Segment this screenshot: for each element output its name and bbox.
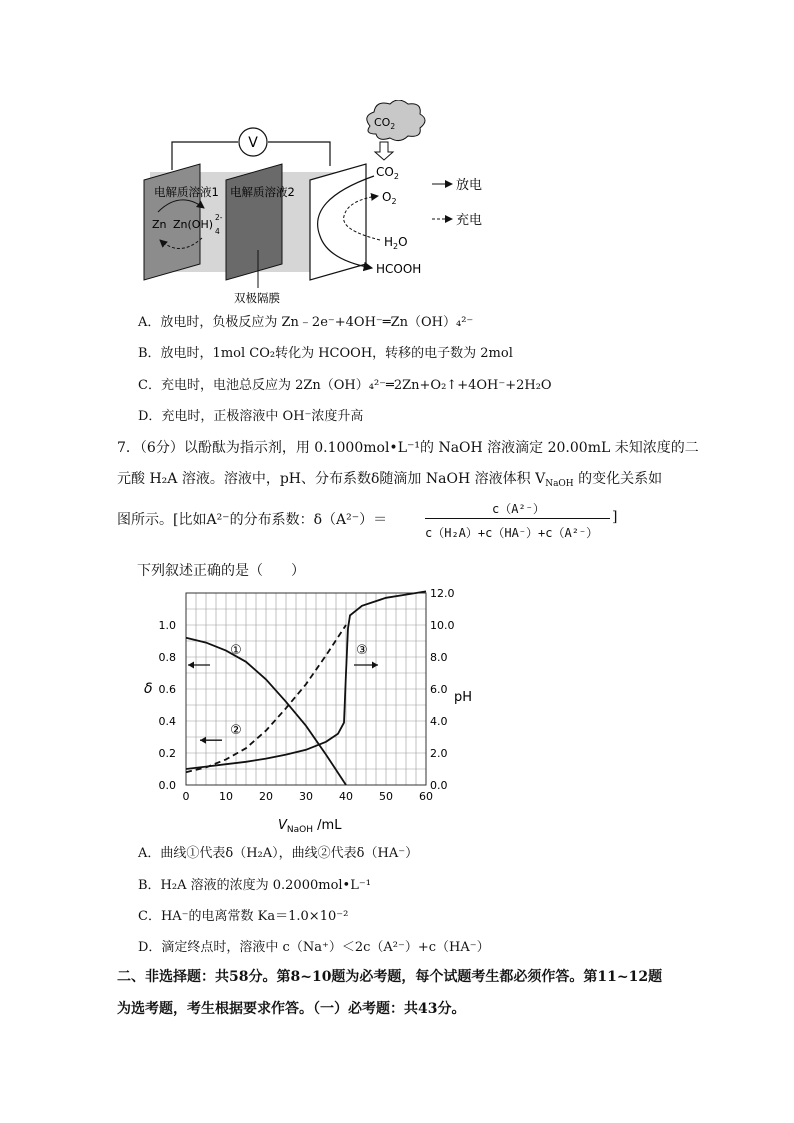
external-wire — [172, 142, 238, 170]
y-axis-label: δ — [144, 681, 153, 697]
annotation-arrow-head — [372, 662, 378, 669]
q7-option-d: D．滴定终点时，溶液中 c（Na⁺）＜2c（A²⁻）+c（HA⁻） — [138, 940, 490, 955]
y-tick-label: 0.8 — [158, 651, 176, 664]
battery-diagram — [130, 100, 520, 310]
y-tick-label: 0.4 — [158, 715, 176, 728]
y-tick-label: 0.0 — [158, 779, 176, 792]
series-annotation-3: ③ — [356, 643, 368, 658]
q6-option-c: C．充电时，电池总反应为 2Zn（OH）₄²⁻═2Zn+O₂↑+4OH⁻+2H₂O — [138, 378, 552, 393]
zn-complex-sub: 4 — [215, 227, 220, 236]
q6-option-a: A．放电时，负极反应为 Zn﹣2e⁻+4OH⁻═Zn（OH）₄²⁻ — [138, 315, 474, 330]
q7-option-b: B．H₂A 溶液的浓度为 0.2000mol•L⁻¹ — [138, 878, 371, 893]
y2-tick-label: 2.0 — [430, 747, 448, 760]
o2-label: $O_2$ — [382, 190, 397, 206]
titration-chart — [130, 585, 490, 835]
q7-line3-pre: 图所示。[比如A²⁻的分布系数：δ（A²⁻）＝ — [117, 512, 388, 528]
x-axis-label: $V_{NaOH}$ /mL — [278, 818, 342, 835]
x-tick-label: 40 — [339, 790, 353, 803]
series-annotation-1: ① — [230, 643, 242, 658]
cloud-co2-text: $CO_2$ — [374, 116, 396, 131]
y2-axis-label: pH — [454, 690, 473, 705]
section2-line1: 二、非选择题：共58分。第8~10题为必考题，每个试题考生都必须作答。第11~12题 — [117, 969, 663, 985]
q6-option-b: B．放电时，1mol CO₂转化为 HCOOH，转移的电子数为 2mol — [138, 346, 513, 361]
legend-charge: 充电 — [456, 213, 483, 228]
legend-discharge: 放电 — [456, 178, 483, 193]
x-tick-label: 20 — [259, 790, 273, 803]
y2-tick-label: 4.0 — [430, 715, 448, 728]
y2-tick-label: 8.0 — [430, 651, 448, 664]
y2-tick-label: 10.0 — [430, 619, 455, 632]
series-annotation-2: ② — [230, 723, 242, 738]
h2o-label: $H_2O$ — [384, 235, 408, 251]
q7-line1: 7．（6分）以酚酞为指示剂，用 0.1000mol•L⁻¹的 NaOH 溶液滴定 20.00mL 未知浓度的二 — [117, 440, 699, 456]
bipolar-membrane — [226, 164, 282, 280]
q7-numerator: c（A²⁻） — [492, 502, 545, 516]
electrolyte1-label: 电解质溶液1 — [154, 185, 219, 199]
zn-label: Zn — [152, 218, 167, 231]
x-tick-label: 60 — [419, 790, 433, 803]
q7-option-c: C．HA⁻的电离常数 Ka＝1.0×10⁻² — [138, 909, 349, 924]
y-tick-label: 0.2 — [158, 747, 176, 760]
electrolyte2-label: 电解质溶液2 — [230, 185, 295, 199]
x-tick-label: 0 — [182, 790, 190, 803]
co2-label: $CO_2$ — [376, 165, 399, 181]
zn-complex-label: Zn(OH) — [173, 218, 214, 231]
q7-line2: 元酸 H₂A 溶液。溶液中，pH、分布系数δ随滴加 NaOH 溶液体积 $V_{NaOH}$ 的变化关系如 — [117, 471, 663, 489]
fraction-bar — [425, 518, 610, 519]
section2-line2: 为选考题，考生根据要求作答。（一）必考题：共43分。 — [117, 1001, 466, 1017]
y-tick-label: 1.0 — [158, 619, 176, 632]
voltmeter-label: V — [248, 135, 258, 151]
annotation-arrow-head — [200, 737, 206, 744]
y-tick-label: 0.6 — [158, 683, 176, 696]
q7-option-a: A．曲线①代表δ（H₂A），曲线②代表δ（HA⁻） — [138, 846, 419, 861]
x-tick-label: 10 — [219, 790, 233, 803]
right-electrode — [310, 164, 366, 280]
y2-tick-label: 6.0 — [430, 683, 448, 696]
membrane-label: 双极隔膜 — [234, 291, 280, 305]
hcooh-label: HCOOH — [376, 262, 422, 276]
x-tick-label: 50 — [379, 790, 393, 803]
y2-tick-label: 12.0 — [430, 587, 455, 600]
q6-option-d: D．充电时，正极溶液中 OH⁻浓度升高 — [138, 409, 364, 424]
co2-inflow-arrow-icon — [375, 142, 393, 160]
q7-prompt: 下列叙述正确的是（ ） — [137, 563, 305, 579]
zn-complex-sup: 2- — [215, 213, 223, 222]
q7-line3-post: ] — [612, 509, 618, 525]
annotation-arrow-head — [188, 662, 194, 669]
q7-denominator: c（H₂A）+c（HA⁻）+c（A²⁻） — [425, 526, 599, 540]
x-tick-label: 30 — [299, 790, 313, 803]
y2-tick-label: 0.0 — [430, 779, 448, 792]
